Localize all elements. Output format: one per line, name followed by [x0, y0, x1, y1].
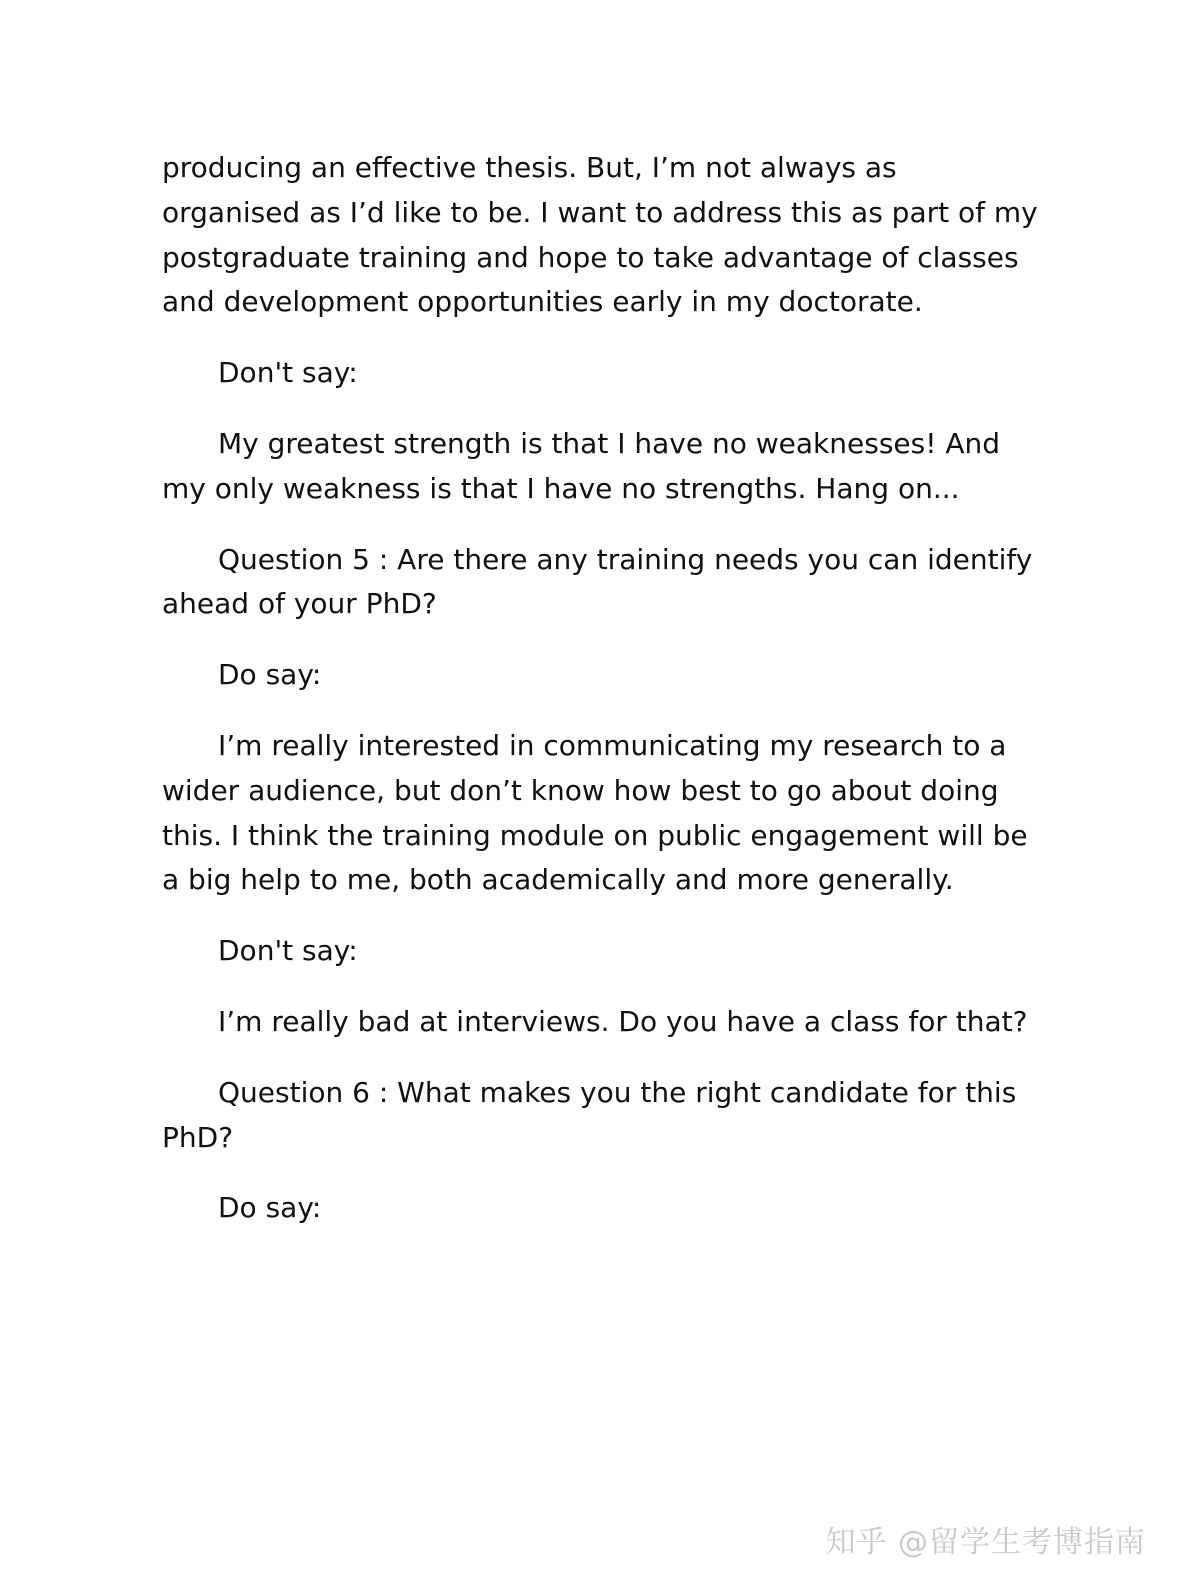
- paragraph-do-say-label-2: Do say:: [218, 1191, 322, 1225]
- paragraph-question-6: Question 6 : What makes you the right candidate for this PhD?: [162, 1075, 1017, 1154]
- paragraph-dont-say-answer: My greatest strength is that I have no weaknesses! And my only weakness is that I have no strengths. Hang on...: [162, 426, 1001, 505]
- paragraph-question-5: Question 5 : Are there any training needs you can identify ahead of your PhD?: [162, 542, 1033, 621]
- paragraph-do-say-answer: I’m really interested in communicating my research to a wider audience, but don’t know how best to go about doing this. I think the training module on public engagement will be a big help to me, both academically and more generally.: [162, 728, 1028, 897]
- paragraph-dont-say-label: Don't say:: [218, 356, 358, 390]
- paragraph-do-say-label: Do say:: [218, 658, 322, 692]
- paragraph-dont-say-label-2: Don't say:: [218, 934, 358, 968]
- watermark: 知乎 @留学生考博指南: [825, 1525, 1146, 1560]
- paragraph-dont-say-answer-2: I’m really bad at interviews. Do you have a class for that?: [218, 1004, 1028, 1038]
- paragraph-thesis-continuation: producing an effective thesis. But, I’m not always as organised as I’d like to be. I want to address this as part of my postgraduate training and hope to take advantage of classes and development opportunities early in my doctorate.: [162, 151, 1038, 319]
- document-body: [162, 146, 1042, 1257]
